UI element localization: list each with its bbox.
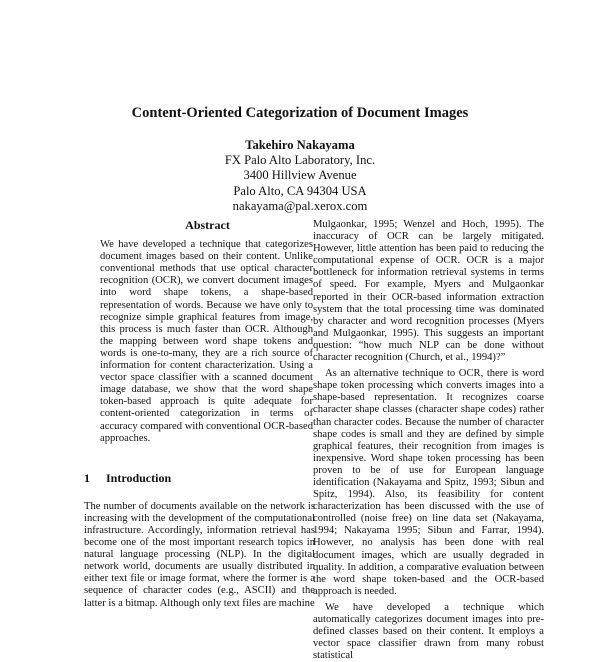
section-number: 1 xyxy=(84,470,90,485)
right-column xyxy=(313,219,544,662)
author-name: Takehiro Nakayama xyxy=(245,138,355,152)
section-title: Introduction xyxy=(106,470,172,485)
right-paragraph-2: As an alternative technique to OCR, there is word shape token processing which converts images into a shape-based representation. It recognizes coarse character shape classes (character shape codes) rather than character codes. Because the number of character shape codes is small and they are defined by simple graphical features, their recognition from images is inexpensive. Word shape token processing has been proven to be of use for European language identification (Nakayama and Spitz, 1993; Sibun and Spitz, 1994). Also, its feasibility for content characterization has been discussed with the use of controlled (noise free) on line data set (Nakayama, 1994; Nakayama 1995; Sibun and Farrar, 1994). However, no analysis has been done with real document images, which are usually degraded in quality. In addition, a comparative evaluation between the word shape token-based and the OCR-based approach is needed. xyxy=(313,368,544,597)
author-email: nakayama@pal.xerox.com xyxy=(232,198,368,213)
author-city: Palo Alto, CA 94304 USA xyxy=(233,183,367,198)
abstract-text: We have developed a technique that categorizes document images based on their content. Unlike conventional methods that use optical character recognition (OCR), we convert document images into word shape tokens, a shape-based representation of words. Because we have only to recognize simple graphical features from image, this process is much faster than OCR. Although the mapping between word shape tokens and words is one-to-many, they are a rich source of information for content characterization. Using a vector space classifier with a scanned document image database, we show that the word shape token-based approach is quite adequate for content-oriented categorization in terms of accuracy compared with conventional OCR-based approaches. xyxy=(100,239,313,444)
abstract-heading: Abstract xyxy=(185,218,230,232)
author-street: 3400 Hillview Avenue xyxy=(243,168,357,183)
right-paragraph-3: We have developed a technique which automatically categorizes document images into pre-defined classes based on their content. It employs a vector space classifier drawn from many robust statistical xyxy=(313,601,544,662)
right-paragraph-1: Mulgaonkar, 1995; Wenzel and Hoch, 1995). The inaccuracy of OCR can be largely mitigated. However, little attention has been paid to reducing the computational expense of OCR. OCR is a major bottleneck for information retrieval systems in terms of speed. For example, Myers and Mulgaonkar reported in their OCR-based information extraction system that the total processing time was dominated by character and word recognition processes (Myers and Mulgaonkar, 1995). This suggests an important question: “how much NLP can be done without character recognition (Church, et al., 1994)?” xyxy=(313,219,544,364)
introduction-text: The number of documents available on the network is increasing with the development of the computational infrastructure. Accordingly, information retrieval has become one of the most important research topics in natural language processing (NLP). In the digital network world, documents are usually distributed in either text file or image format, where the former is a sequence of character codes (e.g., ASCII) and the latter is a bitmap. Although only text files are machine xyxy=(84,500,315,609)
author-org: FX Palo Alto Laboratory, Inc. xyxy=(224,153,376,168)
paper-title: Content-Oriented Categorization of Document Images xyxy=(131,105,469,121)
section-heading-introduction xyxy=(84,472,315,484)
author-block xyxy=(0,138,600,214)
left-column xyxy=(84,219,315,610)
